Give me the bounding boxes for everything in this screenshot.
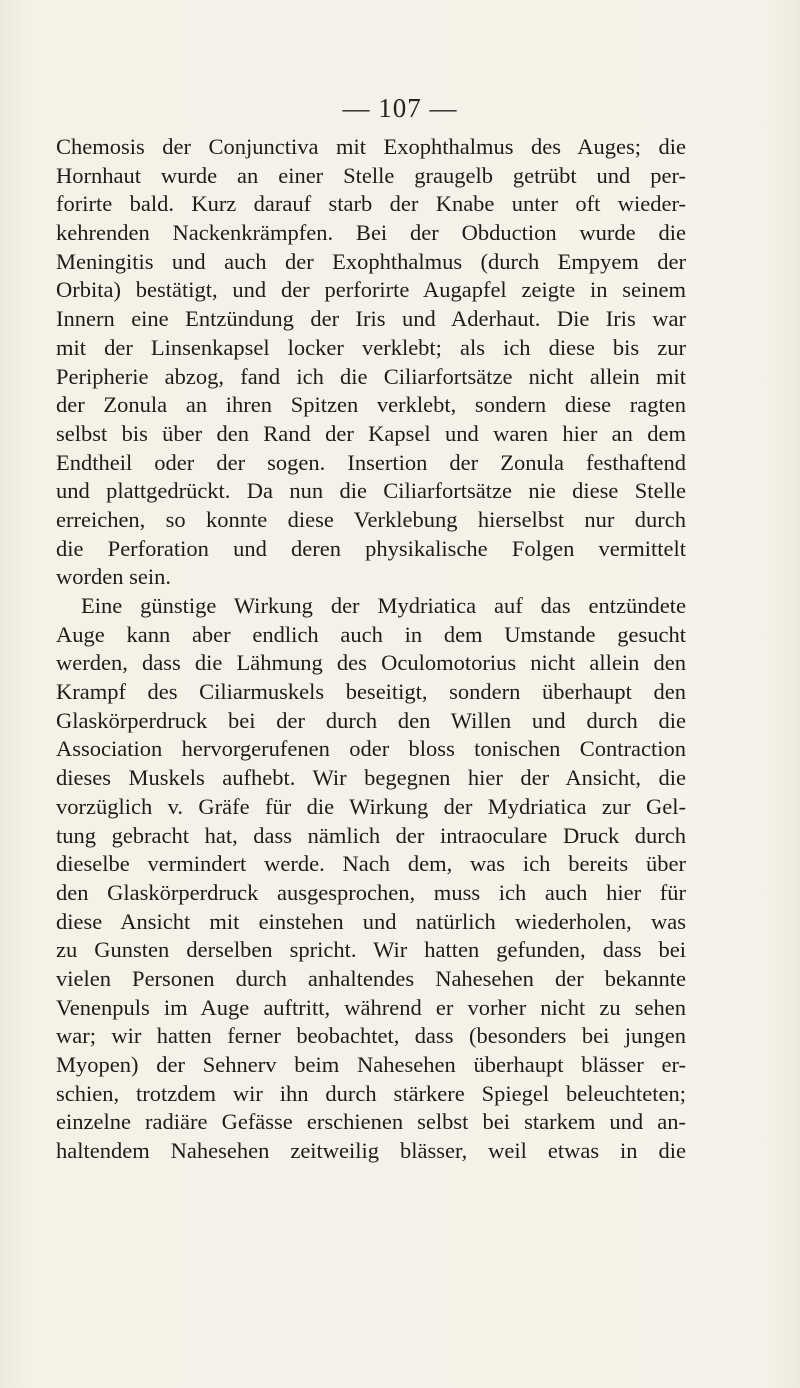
text-line: Innern eine Entzündung der Iris und Aderhaut. Die Iris war	[56, 306, 686, 332]
text-line: werden, dass die Lähmung des Oculomotorius nicht allein den	[56, 650, 686, 676]
text-line: tung gebracht hat, dass nämlich der intraoculare Druck durch	[56, 822, 686, 848]
text-line: die Perforation und deren physikalische Folgen vermittelt	[56, 535, 686, 561]
text-line: forirte bald. Kurz darauf starb der Knabe unter oft wieder-	[56, 191, 686, 217]
text-line: Auge kann aber endlich auch in dem Umstande gesucht	[56, 621, 686, 647]
text-line: der Zonula an ihren Spitzen verklebt, sondern diese ragten	[56, 392, 686, 418]
page-number: — 107 —	[342, 93, 458, 123]
text-line: Endtheil oder der sogen. Insertion der Zonula festhaftend	[56, 449, 686, 475]
text-line: Venenpuls im Auge auftritt, während er vorher nicht zu sehen	[56, 994, 686, 1020]
text-line: schien, trotzdem wir ihn durch stärkere Spiegel beleuchteten;	[56, 1080, 686, 1106]
text-line: Association hervorgerufenen oder bloss tonischen Contraction	[56, 736, 686, 762]
text-line: Meningitis und auch der Exophthalmus (durch Empyem der	[56, 248, 686, 274]
text-line: selbst bis über den Rand der Kapsel und waren hier an dem	[56, 420, 686, 446]
text-line: Krampf des Ciliarmuskels beseitigt, sondern überhaupt den	[56, 679, 686, 705]
text-line: vielen Personen durch anhaltendes Nahesehen der bekannte	[56, 965, 686, 991]
text-line: den Glaskörperdruck ausgesprochen, muss ich auch hier für	[56, 879, 686, 905]
text-line: dieselbe vermindert werde. Nach dem, was ich bereits über	[56, 851, 686, 877]
text-line: kehrenden Nackenkrämpfen. Bei der Obduction wurde die	[56, 220, 686, 246]
text-line: Glaskörperdruck bei der durch den Willen und durch die	[56, 707, 686, 733]
body-text	[56, 133, 686, 1166]
text-line: Eine günstige Wirkung der Mydriatica auf das entzündete	[81, 593, 686, 618]
text-line: mit der Linsenkapsel locker verklebt; als ich diese bis zur	[56, 334, 686, 360]
text-line: Hornhaut wurde an einer Stelle graugelb getrübt und per-	[56, 162, 686, 188]
text-line: zu Gunsten derselben spricht. Wir hatten gefunden, dass bei	[56, 937, 686, 963]
text-line: Orbita) bestätigt, und der perforirte Augapfel zeigte in seinem	[56, 277, 686, 303]
text-line: haltendem Nahesehen zeitweilig blässer, weil etwas in die	[56, 1138, 686, 1164]
text-line: Chemosis der Conjunctiva mit Exophthalmus des Auges; die	[56, 134, 686, 159]
text-line: erreichen, so konnte diese Verklebung hierselbst nur durch	[56, 506, 686, 532]
paragraph	[56, 592, 686, 1166]
text-line: einzelne radiäre Gefässe erschienen selbst bei starkem und an-	[56, 1109, 686, 1135]
text-line: worden sein.	[56, 564, 171, 590]
text-line: dieses Muskels aufhebt. Wir begegnen hier der Ansicht, die	[56, 765, 686, 791]
text-line: diese Ansicht mit einstehen und natürlich wiederholen, was	[56, 908, 686, 934]
text-line: vorzüglich v. Gräfe für die Wirkung der Mydriatica zur Gel-	[56, 793, 686, 819]
text-line: Peripherie abzog, fand ich die Ciliarfortsätze nicht allein mit	[56, 363, 686, 389]
text-line: Myopen) der Sehnerv beim Nahesehen überhaupt blässer er-	[56, 1052, 686, 1077]
text-line: war; wir hatten ferner beobachtet, dass (besonders bei jungen	[56, 1023, 686, 1049]
paragraph	[56, 133, 686, 592]
text-line: und plattgedrückt. Da nun die Ciliarfortsätze nie diese Stelle	[56, 478, 686, 504]
